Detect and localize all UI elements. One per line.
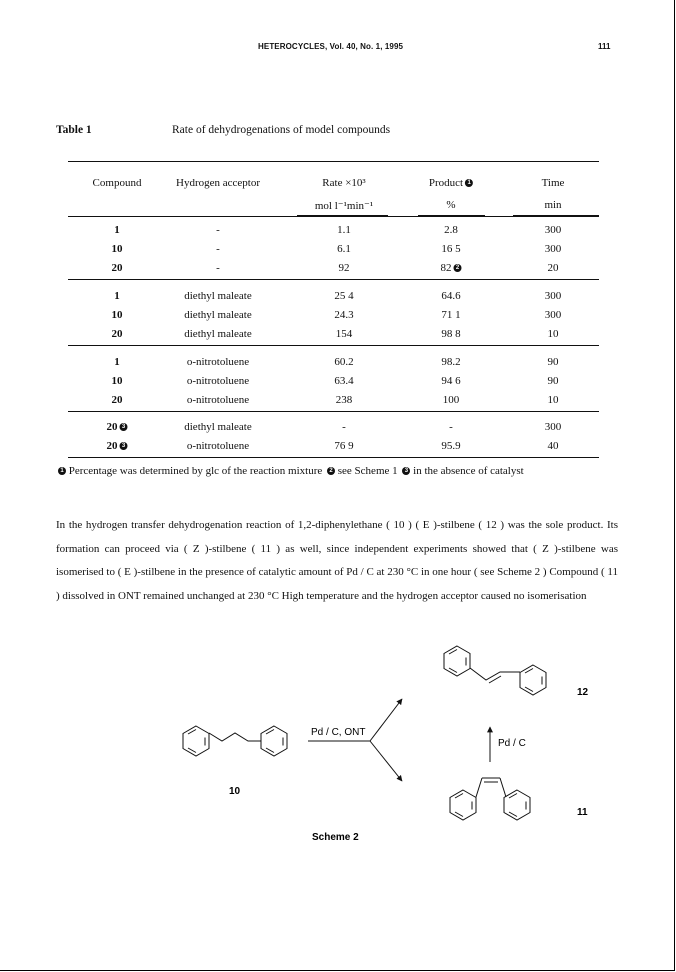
cell-text: 10 <box>547 394 559 406</box>
cell-text: 300 <box>544 224 562 236</box>
label-12: 12 <box>577 687 589 698</box>
cell-text: 1 <box>114 356 120 368</box>
reagent-main: Pd / C, ONT <box>311 727 366 738</box>
cell-text: 10 <box>111 309 123 321</box>
cell-text: 10 <box>111 243 123 255</box>
cell-text: 64.6 <box>441 290 461 302</box>
cell-text: 76 9 <box>334 440 354 452</box>
cell-text: - <box>342 421 346 433</box>
cell-text: 98.2 <box>441 356 461 368</box>
cell-text: 1 <box>114 224 120 236</box>
cell-text: 71 1 <box>441 309 461 321</box>
cell-text: - <box>216 262 220 274</box>
cell-text: 6.1 <box>337 243 351 255</box>
cell-text: 20 <box>106 440 118 452</box>
cell-text: o-nitrotoluene <box>186 440 250 452</box>
cell-text: 238 <box>335 394 353 406</box>
cell-text: 100 <box>442 394 460 406</box>
label-11: 11 <box>577 807 588 818</box>
col-header-compound: Compound <box>92 177 142 189</box>
cell-text: - <box>216 243 220 255</box>
table-label: Table 1 <box>56 124 92 136</box>
cell-text: 20 <box>547 262 559 274</box>
reaction-arrows <box>308 699 402 781</box>
cell-text: 300 <box>544 243 562 255</box>
cell-text: diethyl maleate <box>184 290 252 302</box>
cell-text: 98 8 <box>441 328 461 340</box>
cell-text: 24.3 <box>334 309 354 321</box>
footnote-marker: 3 <box>120 442 128 450</box>
cell-text: 40 <box>547 440 559 452</box>
cell-text: 94 6 <box>441 375 461 387</box>
cell-text: o-nitrotoluene <box>186 356 250 368</box>
cell-text: 1 <box>114 290 120 302</box>
cell-text: o-nitrotoluene <box>186 394 250 406</box>
cell-text: 10 <box>547 328 559 340</box>
footnote-marker: 1 <box>58 467 66 475</box>
cell-text: 300 <box>544 309 562 321</box>
paragraph: In the hydrogen transfer dehydrogenation reaction of 1,2-diphenylethane ( 10 ) ( E )-stilbene ( 12 ) was the sole product. Its formation can proceed via ( Z )-stilbene ( 11 ) as well, since independent experiments showed that ( Z )-stilbene was isomerised to ( E )-stilbene in the presence of catalytic amount of Pd / C at 230 °C in one hour ( see Scheme 2 ) Compound ( 11 ) dissolved in ONT remained unchanged at 230 °C High temperature and the hydrogen acceptor caused no isomerisation <box>56 519 618 602</box>
cell-text: - <box>449 421 453 433</box>
footnote-marker: 3 <box>402 467 410 475</box>
isomerisation-arrow <box>490 727 526 762</box>
cell-text: 60.2 <box>334 356 354 368</box>
cell-text: 1.1 <box>337 224 351 236</box>
table-caption: Rate of dehydrogenations of model compounds <box>172 124 391 136</box>
col-header-product-text: Product <box>428 177 464 189</box>
cell-text: 92 <box>338 262 350 274</box>
col-header-time: Time <box>541 177 565 189</box>
cell-text: 95.9 <box>441 440 461 452</box>
cell-text: 20 <box>111 262 123 274</box>
footnote-marker: 2 <box>327 467 335 475</box>
cell-text: 20 <box>111 394 123 406</box>
footnote-b: see Scheme 1 <box>337 465 398 477</box>
col-header-acceptor: Hydrogen acceptor <box>176 177 260 189</box>
cell-text: o-nitrotoluene <box>186 375 250 387</box>
cell-text: 16 5 <box>441 243 461 255</box>
cell-text: 25 4 <box>334 290 354 302</box>
cell-text: 300 <box>544 290 562 302</box>
footnote-marker: 2 <box>454 264 462 272</box>
label-10: 10 <box>229 786 241 797</box>
scheme-title: Scheme 2 <box>312 832 359 843</box>
col-header-rate: Rate ×10³ <box>322 177 366 189</box>
molecule-10 <box>183 726 287 797</box>
cell-text: 90 <box>547 375 559 387</box>
footnote-c: in the absence of catalyst <box>413 465 524 477</box>
molecule-12 <box>444 646 589 698</box>
cell-text: diethyl maleate <box>184 421 252 433</box>
cell-text: diethyl maleate <box>184 309 252 321</box>
journal-citation: HETEROCYCLES, Vol. 40, No. 1, 1995 <box>258 42 404 51</box>
cell-text: 90 <box>547 356 559 368</box>
col-unit-product: % <box>446 199 456 211</box>
footnote-marker: 3 <box>120 423 128 431</box>
footnote-marker: 1 <box>465 179 473 187</box>
footnote-a: Percentage was determined by glc of the reaction mixture <box>68 465 323 477</box>
reagent-iso: Pd / C <box>498 738 526 749</box>
cell-text: - <box>216 224 220 236</box>
cell-text: 82 <box>440 262 452 274</box>
col-unit-rate: mol l⁻¹min⁻¹ <box>314 200 374 212</box>
col-unit-time: min <box>544 199 562 211</box>
cell-text: 20 <box>106 421 118 433</box>
cell-text: 300 <box>544 421 562 433</box>
cell-text: 2.8 <box>444 224 458 236</box>
page-number: 111 <box>598 42 611 51</box>
cell-text: 154 <box>335 328 353 340</box>
molecule-11 <box>450 778 588 820</box>
cell-text: diethyl maleate <box>184 328 252 340</box>
cell-text: 20 <box>111 328 123 340</box>
cell-text: 10 <box>111 375 123 387</box>
cell-text: 63.4 <box>334 375 354 387</box>
